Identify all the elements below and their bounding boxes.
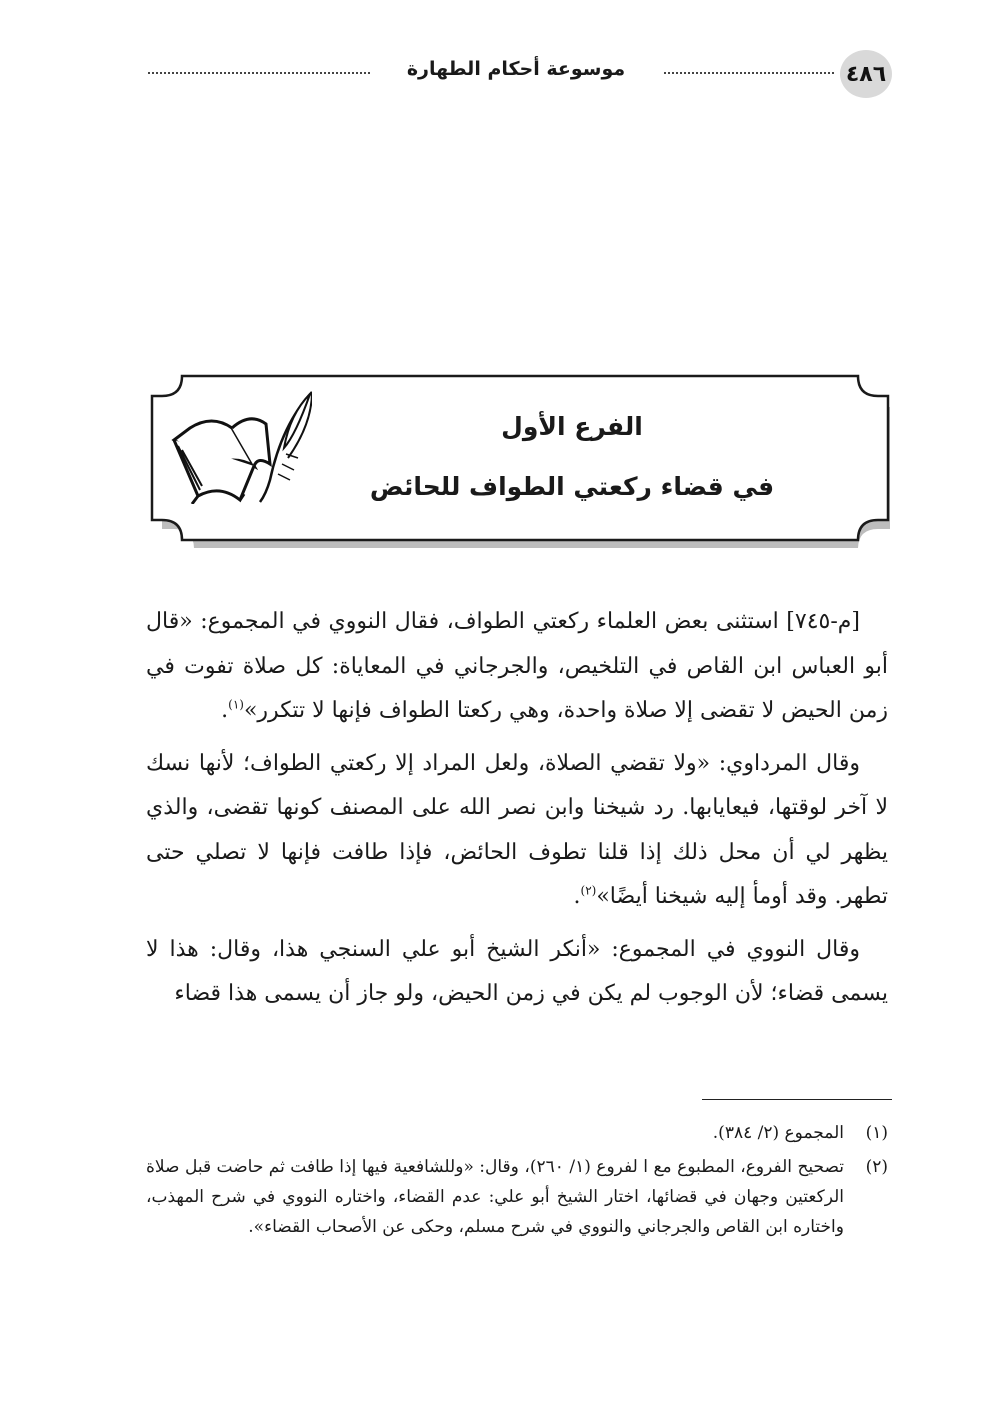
paragraph-text: وقال النووي في المجموع: «أنكر الشيخ أبو علي السنجي هذا، وقال: هذا لا يسمى قضاء؛ لأن الوجوب لم يكن في زمن الحيض، ولو جاز أن يسمى هذا قضاء <box>146 936 888 1006</box>
page-header <box>148 48 892 100</box>
section-title-box <box>148 372 892 548</box>
page-number: ٤٨٦ <box>840 50 892 98</box>
section-title <box>312 372 832 548</box>
footnote-ref: (٢) <box>580 883 597 898</box>
footnote <box>146 1152 888 1242</box>
section-subheading: في قضاء ركعتي الطواف للحائض <box>369 472 775 501</box>
footnote-text: المجموع (٢/ ٣٨٤). <box>712 1123 844 1143</box>
paragraph-text: [م-٧٤٥] استثنى بعض العلماء ركعتي الطواف، فقال النووي في المجموع: «قال أبو العباس ابن القاص في التلخيص، والجرجاني في المعاياة: كل صلاة تفوت في زمن الحيض لا تقضى إلا صلاة واحدة، وهي ركعتا الطواف فإنها لا تتكرر» <box>146 609 888 723</box>
paragraph <box>146 742 888 920</box>
footnote-ref: (١) <box>228 697 244 712</box>
paragraph <box>146 928 888 1017</box>
book-and-quill-icon <box>162 384 312 504</box>
paragraph-text: وقال المرداوي: «ولا تقضي الصلاة، ولعل المراد إلا ركعتي الطواف؛ لأنها نسك لا آخر لوقتها، فيعايابها. رد شيخنا وابن نصر الله على المصنف كونها تقضى، والذي يظهر لي أن محل ذلك إذا قلنا تطوف الحائض، فإذا طافت فإنها لا تصلي حتى تطهر. وقد أومأ إليه شيخنا أيضًا» <box>146 750 888 909</box>
header-dotted-rule <box>664 72 834 74</box>
footnote-separator <box>702 1099 892 1100</box>
section-heading: الفرع الأول <box>501 412 643 441</box>
footnote <box>146 1118 888 1148</box>
paragraph <box>146 600 888 734</box>
footnote-number: (١) <box>865 1123 888 1143</box>
footnote-text: تصحيح الفروع، المطبوع مع ا لفروع (١/ ٢٦٠)، وقال: «وللشافعية فيها إذا طافت ثم حاضت قبل صلاة الركعتين وجهان في قضائها، اختار الشيخ أبو علي: عدم القضاء، واختاره النووي في شرح المهذب، واختاره ابن القاص والجرجاني والنووي في شرح مسلم، وحكى عن الأصحاب القضاء». <box>146 1157 844 1237</box>
paragraph-end: . <box>221 698 229 723</box>
main-text <box>146 600 888 1025</box>
header-dotted-rule <box>148 72 370 74</box>
paragraph-end: . <box>573 884 581 909</box>
footnotes <box>146 1118 888 1246</box>
running-title: موسوعة أحكام الطهارة <box>406 58 626 80</box>
footnote-number: (٢) <box>865 1157 888 1177</box>
